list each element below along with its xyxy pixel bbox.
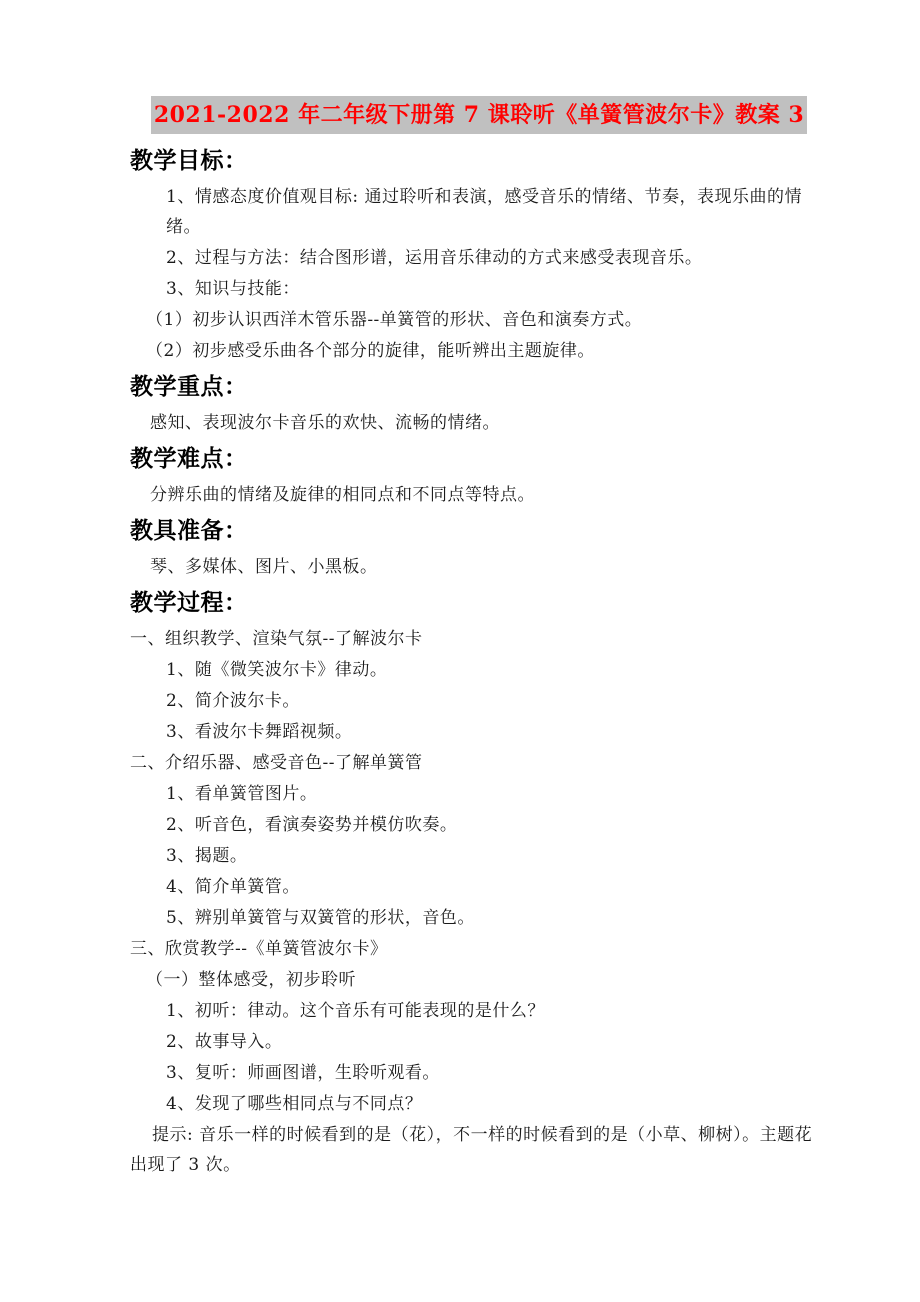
paragraph-item-num: 2、故事导入。 bbox=[166, 1032, 283, 1052]
section-heading: 教学重点： bbox=[130, 373, 248, 400]
paragraph-item-paren: （2）初步感受乐曲各个部分的旋律，能听辨出主题旋律。 bbox=[146, 341, 595, 361]
paragraph-body-indent: 琴、多媒体、图片、小黑板。 bbox=[150, 557, 378, 577]
paragraph-item-num: 2、简介波尔卡。 bbox=[166, 691, 300, 711]
paragraph-item-num: 3、复听：师画图谱，生聆听观看。 bbox=[166, 1063, 440, 1083]
paragraph-item-num: 1、随《微笑波尔卡》律动。 bbox=[166, 660, 388, 680]
paragraph-item-paren: （一）整体感受，初步聆听 bbox=[146, 970, 356, 990]
paragraph-item-num: 3、揭题。 bbox=[166, 846, 248, 866]
paragraph-item-num: 2、过程与方法：结合图形谱，运用音乐律动的方式来感受表现音乐。 bbox=[166, 248, 703, 268]
section-heading: 教具准备： bbox=[130, 517, 248, 544]
section-heading: 教学过程： bbox=[130, 589, 248, 616]
paragraph-item-num: 1、初听：律动。这个音乐有可能表现的是什么？ bbox=[166, 1001, 545, 1021]
document-title: 2021-2022 年二年级下册第 7 课聆听《单簧管波尔卡》教案 3 bbox=[151, 96, 807, 134]
section-heading: 教学目标： bbox=[130, 147, 248, 174]
title-row bbox=[130, 96, 828, 134]
paragraph-body-indent: 分辨乐曲的情绪及旋律的相同点和不同点等特点。 bbox=[150, 485, 535, 505]
paragraph-item-num: 2、听音色，看演奏姿势并模仿吹奏。 bbox=[166, 815, 458, 835]
paragraph-item-paren: （1）初步认识西洋木管乐器--单簧管的形状、音色和演奏方式。 bbox=[146, 310, 643, 330]
paragraph-item-num: 4、发现了哪些相同点与不同点？ bbox=[166, 1094, 423, 1114]
paragraph-body-indent: 感知、表现波尔卡音乐的欢快、流畅的情绪。 bbox=[150, 413, 500, 433]
paragraph-item-top: 二、介绍乐器、感受音色--了解单簧管 bbox=[130, 753, 423, 773]
paragraph-item-num: 1、情感态度价值观目标: 通过聆听和表演，感受音乐的情绪、节奏，表现乐曲的情绪。 bbox=[166, 187, 802, 237]
paragraph-item-num: 3、知识与技能： bbox=[166, 279, 300, 299]
document-body bbox=[130, 144, 828, 1180]
paragraph-item-num: 1、看单簧管图片。 bbox=[166, 784, 318, 804]
section-heading: 教学难点： bbox=[130, 445, 248, 472]
paragraph-item-top: 三、欣赏教学--《单簧管波尔卡》 bbox=[130, 939, 388, 959]
paragraph-item-top: 一、组织教学、渲染气氛--了解波尔卡 bbox=[130, 629, 423, 649]
paragraph-body-wrap: 提示: 音乐一样的时候看到的是（花），不一样的时候看到的是（小草、柳树）。主题花出现了 3 次。 bbox=[130, 1125, 813, 1175]
paragraph-item-num: 3、看波尔卡舞蹈视频。 bbox=[166, 722, 353, 742]
paragraph-item-num: 5、辨别单簧管与双簧管的形状，音色。 bbox=[166, 908, 475, 928]
paragraph-item-num: 4、简介单簧管。 bbox=[166, 877, 300, 897]
